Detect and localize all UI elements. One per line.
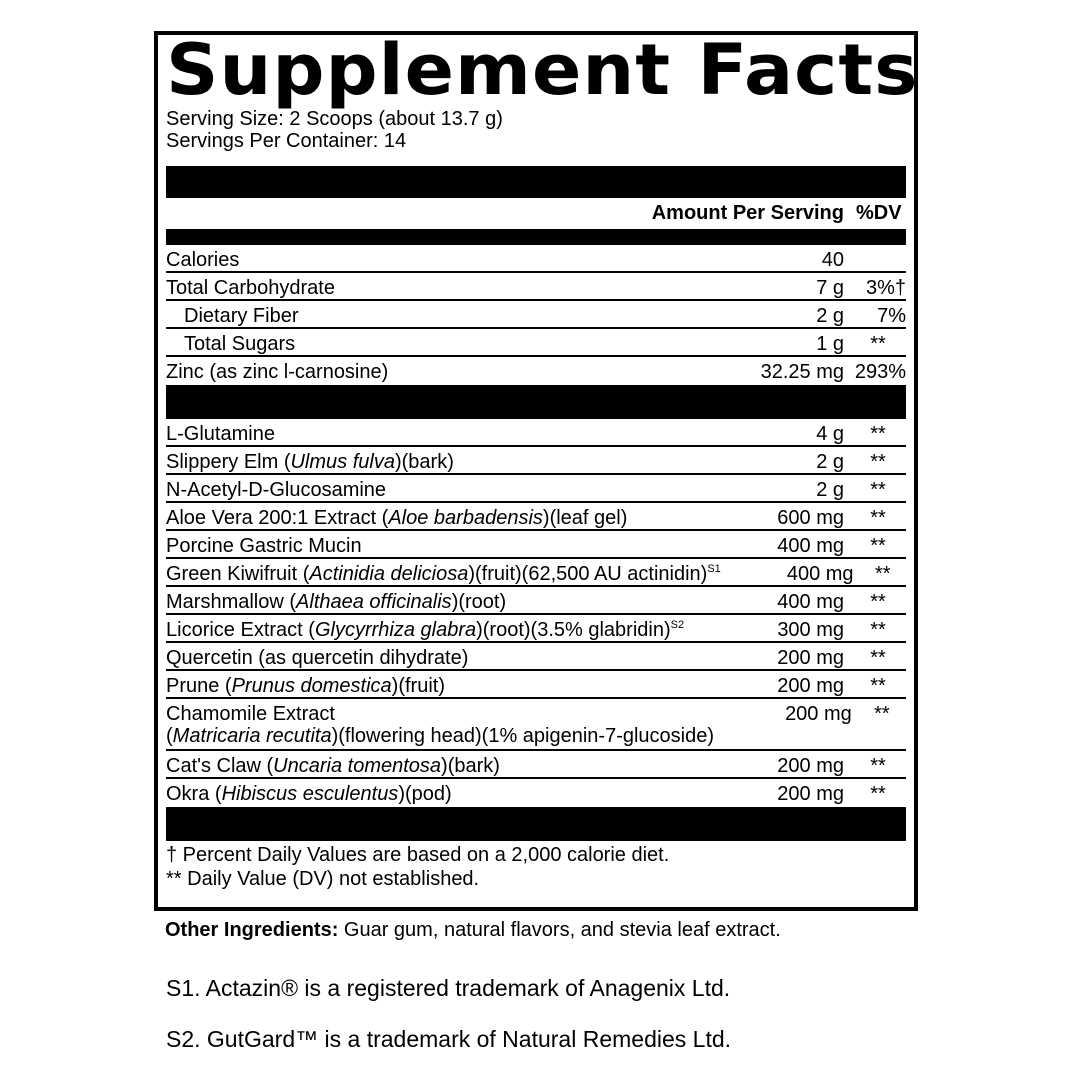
row-amount: 40	[821, 249, 844, 271]
row-amount: 2 g	[816, 451, 844, 473]
row-amount: 4 g	[816, 423, 844, 445]
latin-name: Ulmus fulva	[290, 451, 395, 473]
footnote-not-established: ** Daily Value (DV) not established.	[166, 868, 480, 890]
divider-bar	[166, 807, 906, 841]
name-text: Calories	[166, 249, 240, 271]
name-text: Total Carbohydrate	[166, 277, 335, 299]
row-dv: **	[870, 783, 886, 805]
row-name	[166, 249, 684, 271]
latin-name: Aloe barbadensis	[388, 507, 543, 529]
row-amount: 2 g	[816, 479, 844, 501]
row-amount: 200 mg	[777, 783, 844, 805]
table-row	[166, 447, 906, 475]
supplement-facts-panel	[154, 31, 918, 911]
row-name	[166, 619, 684, 641]
latin-name: Uncaria tomentosa	[273, 755, 442, 777]
row-dv: **	[870, 451, 886, 473]
name-text: L-Glutamine	[166, 423, 275, 445]
table-row	[166, 779, 906, 807]
row-name	[166, 507, 684, 529]
latin-name: Althaea officinalis	[296, 591, 452, 613]
name-text: Licorice Extract (	[166, 619, 315, 641]
table-row	[166, 245, 906, 273]
name-text: )(flowering head)(1% apigenin-7-glucoside)	[331, 725, 715, 747]
name-text: )(leaf gel)	[542, 507, 628, 529]
table-row	[166, 751, 906, 779]
row-amount: 1 g	[816, 333, 844, 355]
table-row	[166, 559, 906, 587]
table-row	[166, 531, 906, 559]
latin-name: Prunus domestica	[231, 675, 392, 697]
row-amount: 200 mg	[777, 675, 844, 697]
nutrient-list	[166, 245, 906, 385]
superscript-ref: S2	[670, 619, 685, 631]
row-name	[166, 563, 721, 585]
divider-bar	[166, 166, 906, 198]
row-dv: **	[870, 755, 886, 777]
other-ingredients-text: Guar gum, natural flavors, and stevia leaf extract.	[338, 919, 781, 941]
row-dv: **	[870, 619, 886, 641]
row-name	[166, 361, 684, 383]
divider-bar	[166, 229, 906, 245]
row-dv: **	[870, 591, 886, 613]
row-amount: 200 mg	[777, 647, 844, 669]
name-text: )(bark)	[441, 755, 500, 777]
row-name	[166, 755, 684, 777]
row-dv: **	[870, 507, 886, 529]
name-text: Dietary Fiber	[184, 305, 299, 327]
row-name	[166, 479, 684, 501]
row-amount: 2 g	[816, 305, 844, 327]
row-name	[166, 451, 684, 473]
row-amount: 600 mg	[777, 507, 844, 529]
name-text: Aloe Vera 200:1 Extract (	[166, 507, 389, 529]
panel-title: Supplement Facts	[166, 29, 919, 111]
row-name	[166, 783, 684, 805]
name-text: Porcine Gastric Mucin	[166, 535, 362, 557]
name-text: )(fruit)	[391, 675, 445, 697]
row-name	[166, 703, 714, 747]
table-row	[166, 615, 906, 643]
name-text: Green Kiwifruit (	[166, 563, 310, 585]
row-amount: 400 mg	[786, 563, 854, 585]
other-ingredients	[165, 918, 781, 942]
row-name	[166, 423, 684, 445]
row-dv: **	[874, 563, 891, 585]
row-name	[166, 591, 684, 613]
table-row	[166, 643, 906, 671]
row-amount: 200 mg	[785, 703, 852, 725]
row-name	[166, 675, 684, 697]
row-name	[166, 305, 684, 327]
table-row	[166, 419, 906, 447]
superscript-ref: S1	[707, 563, 721, 575]
row-dv: **	[870, 333, 886, 355]
latin-name: Hibiscus esculentus	[221, 783, 399, 805]
row-name	[166, 333, 684, 355]
name-text: Cat's Claw (	[166, 755, 274, 777]
row-name-line	[166, 725, 714, 747]
latin-name: Glycyrrhiza glabra	[314, 619, 477, 641]
name-text: )(bark)	[394, 451, 454, 473]
latin-name: Matricaria recutita	[172, 725, 332, 747]
dv-header: %DV	[856, 202, 902, 224]
amount-header: Amount Per Serving	[651, 202, 844, 224]
row-amount: 300 mg	[777, 619, 845, 641]
name-text: Quercetin (as quercetin dihydrate)	[166, 647, 469, 669]
table-row	[166, 475, 906, 503]
name-text: Slippery Elm (	[166, 451, 291, 473]
latin-name: Actinidia deliciosa	[309, 563, 469, 585]
footnote-dv: † Percent Daily Values are based on a 2,000 calorie diet.	[166, 844, 670, 866]
table-row	[166, 273, 906, 301]
trademark-note-s1: S1. Actazin® is a registered trademark of Anagenix Ltd.	[166, 975, 731, 1001]
table-row	[166, 301, 906, 329]
row-amount: 400 mg	[777, 591, 844, 613]
row-dv: 293%	[854, 361, 906, 383]
row-dv: **	[870, 675, 886, 697]
name-text: )(fruit)(62,500 AU actinidin)	[468, 563, 708, 585]
column-header	[166, 198, 906, 225]
row-dv: **	[870, 479, 886, 501]
name-text: )(pod)	[398, 783, 452, 805]
servings-per-container: Servings Per Container: 14	[166, 130, 407, 152]
name-text: )(root)(3.5% glabridin)	[476, 619, 671, 641]
table-row	[166, 699, 906, 751]
table-row	[166, 503, 906, 531]
other-ingredients-label: Other Ingredients:	[165, 919, 339, 941]
table-row	[166, 671, 906, 699]
serving-size: Serving Size: 2 Scoops (about 13.7 g)	[166, 108, 503, 130]
trademark-note-s2: S2. GutGard™ is a trademark of Natural Remedies Ltd.	[166, 1026, 732, 1052]
row-name	[166, 535, 684, 557]
name-text: )(root)	[451, 591, 507, 613]
row-amount: 400 mg	[777, 535, 844, 557]
name-text: N-Acetyl-D-Glucosamine	[166, 479, 387, 501]
row-amount: 32.25 mg	[760, 361, 844, 383]
row-dv: **	[874, 703, 890, 725]
row-dv: **	[870, 647, 886, 669]
name-text: (	[166, 725, 173, 747]
divider-bar	[166, 385, 906, 419]
footnotes	[166, 841, 906, 891]
row-amount: 7 g	[816, 277, 844, 299]
row-name-line: Chamomile Extract	[166, 703, 335, 725]
ingredient-list	[166, 419, 906, 807]
name-text: Total Sugars	[184, 333, 296, 355]
table-row	[166, 357, 906, 385]
row-amount: 200 mg	[777, 755, 844, 777]
name-text: Marshmallow (	[166, 591, 297, 613]
table-row	[166, 329, 906, 357]
row-dv: 7%	[877, 305, 906, 327]
name-text: Prune (	[166, 675, 232, 697]
table-row	[166, 587, 906, 615]
row-dv: **	[870, 423, 886, 445]
row-name	[166, 277, 684, 299]
name-text: Okra (	[166, 783, 222, 805]
row-dv: **	[870, 535, 886, 557]
row-name	[166, 647, 684, 669]
name-text: Zinc (as zinc l-carnosine)	[166, 361, 389, 383]
row-dv: 3%†	[865, 277, 906, 299]
